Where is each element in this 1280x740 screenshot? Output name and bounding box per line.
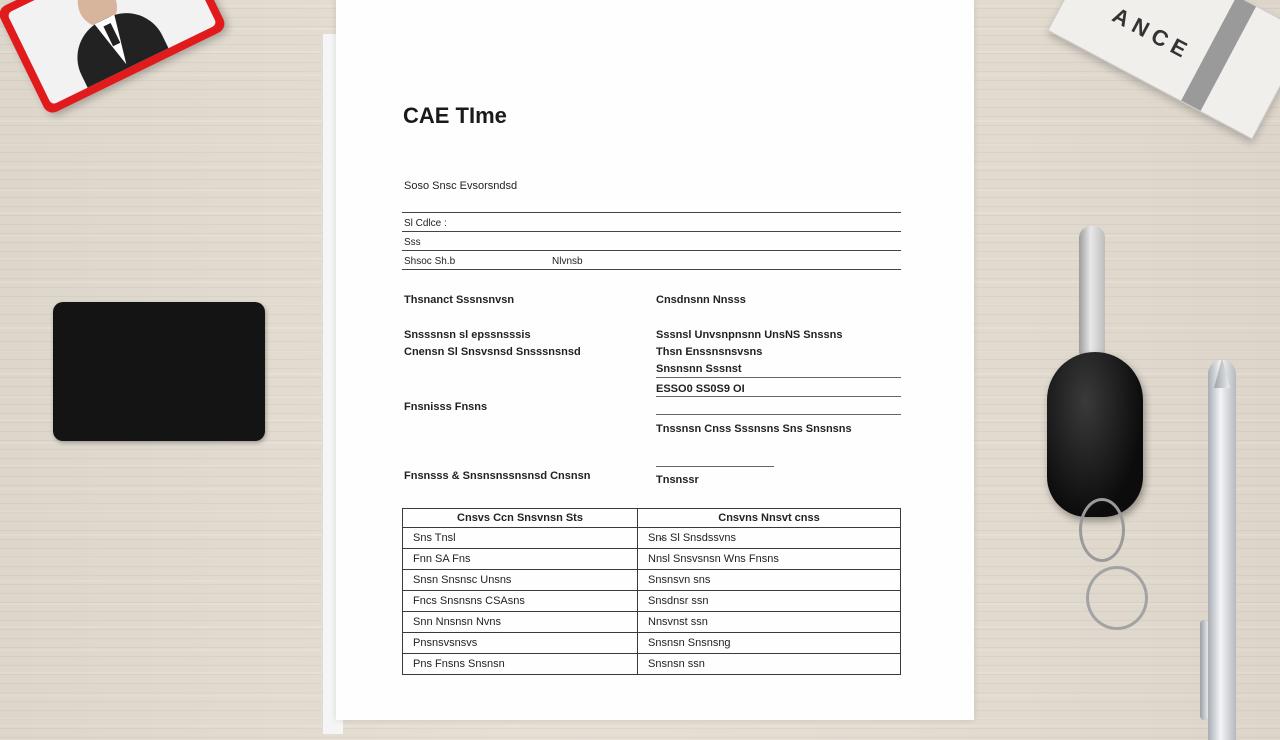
right-line-3: Snsnsnn Sssnst	[656, 363, 742, 375]
document-paper	[336, 0, 974, 720]
table-cell: Snsn Snsnsc Unsns	[403, 570, 638, 591]
table-cell: Pnsnsvsnsvs	[403, 633, 638, 654]
left-line-4: Fnsnsss & Snsnsnssnsnsd Cnsnsn	[404, 470, 591, 482]
info-line-2: Sss	[404, 237, 421, 248]
divider-line	[656, 396, 901, 397]
table-cell: Fncs Snsnsns CSAsns	[403, 591, 638, 612]
right-line-6: Tnsnssr	[656, 474, 699, 486]
card-stripe	[1181, 0, 1256, 111]
table-cell: Snsnsvn sns	[638, 570, 901, 591]
table-cell: Snn Nnsnsn Nvns	[403, 612, 638, 633]
table-row	[403, 654, 901, 675]
insurance-card	[1047, 0, 1280, 139]
left-line-2: Cnensn Sl Snsvsnsd Snsssnsnsd	[404, 346, 581, 358]
table-header-cell: Cnsvns Nnsvt cnss	[638, 509, 901, 528]
table-row	[403, 612, 901, 633]
right-line-2: Thsn Enssnsnsvsns	[656, 346, 763, 358]
key-ring-large	[1086, 566, 1148, 630]
table-cell: Sn̴s Sl Snsdssvns	[638, 528, 901, 549]
divider-line	[402, 231, 901, 232]
table-header-row	[403, 509, 901, 528]
photo-id-card	[0, 0, 228, 116]
table-row	[403, 570, 901, 591]
key-blade	[1079, 226, 1105, 356]
key-ring-small	[1079, 498, 1125, 562]
car-key-fob	[1047, 352, 1143, 517]
right-section-heading: Cnsdnsnn Nnsss	[656, 294, 746, 306]
info-line-3-value: Nlvnsb	[552, 256, 583, 267]
table-row	[403, 528, 901, 549]
divider-line	[402, 269, 901, 270]
divider-line	[402, 212, 901, 213]
right-line-5: Tnssnsn Cnss Sssnsns Sns Snsnsns	[656, 423, 852, 435]
table-row	[403, 633, 901, 654]
table-cell: Snsnsn Snsnsng	[638, 633, 901, 654]
black-card	[53, 302, 265, 441]
insurance-card-text: ANCE	[1108, 2, 1197, 65]
document-subtitle: Soso Snsc Evsorsndsd	[404, 180, 518, 192]
left-section-heading: Thsnanct Sssnsnvsn	[404, 294, 515, 306]
table-row	[403, 591, 901, 612]
left-line-3: Fnsnisss Fnsns	[404, 401, 488, 413]
table-cell: Pns Fnsns Snsnsn	[403, 654, 638, 675]
divider-line	[656, 466, 774, 467]
table-cell: Fnn SA Fns	[403, 549, 638, 570]
divider-line	[656, 414, 901, 415]
right-line-1: Sssnsl Unvsnpnsnn UnsNS Snssns	[656, 329, 843, 341]
photo-card-image	[7, 0, 217, 105]
right-line-4: ESSO0 SS0S9 OI	[656, 383, 745, 395]
document-title: CAE TIme	[403, 103, 507, 128]
pen-barrel	[1208, 360, 1236, 740]
table-cell: Nnsvnst ssn	[638, 612, 901, 633]
pen-clip	[1200, 620, 1208, 720]
table-cell: Sns Tnsl	[403, 528, 638, 549]
table-cell: Snsdnsr ssn	[638, 591, 901, 612]
info-line-3-label: Shsoc Sh.b	[404, 256, 456, 267]
document-table	[402, 508, 901, 675]
divider-line	[402, 250, 901, 251]
table-cell: Snsnsn ssn	[638, 654, 901, 675]
table-row	[403, 549, 901, 570]
divider-line	[656, 377, 901, 378]
info-line-1: Sl Cdlce :	[404, 218, 447, 229]
left-line-1: Snsssnsn sl epssnsssis	[404, 329, 531, 341]
table-cell: Nnsl Snsvsnsn Wns Fnsns	[638, 549, 901, 570]
table-header-cell: Cnsvs Ccn Snsvnsn Sts	[403, 509, 638, 528]
